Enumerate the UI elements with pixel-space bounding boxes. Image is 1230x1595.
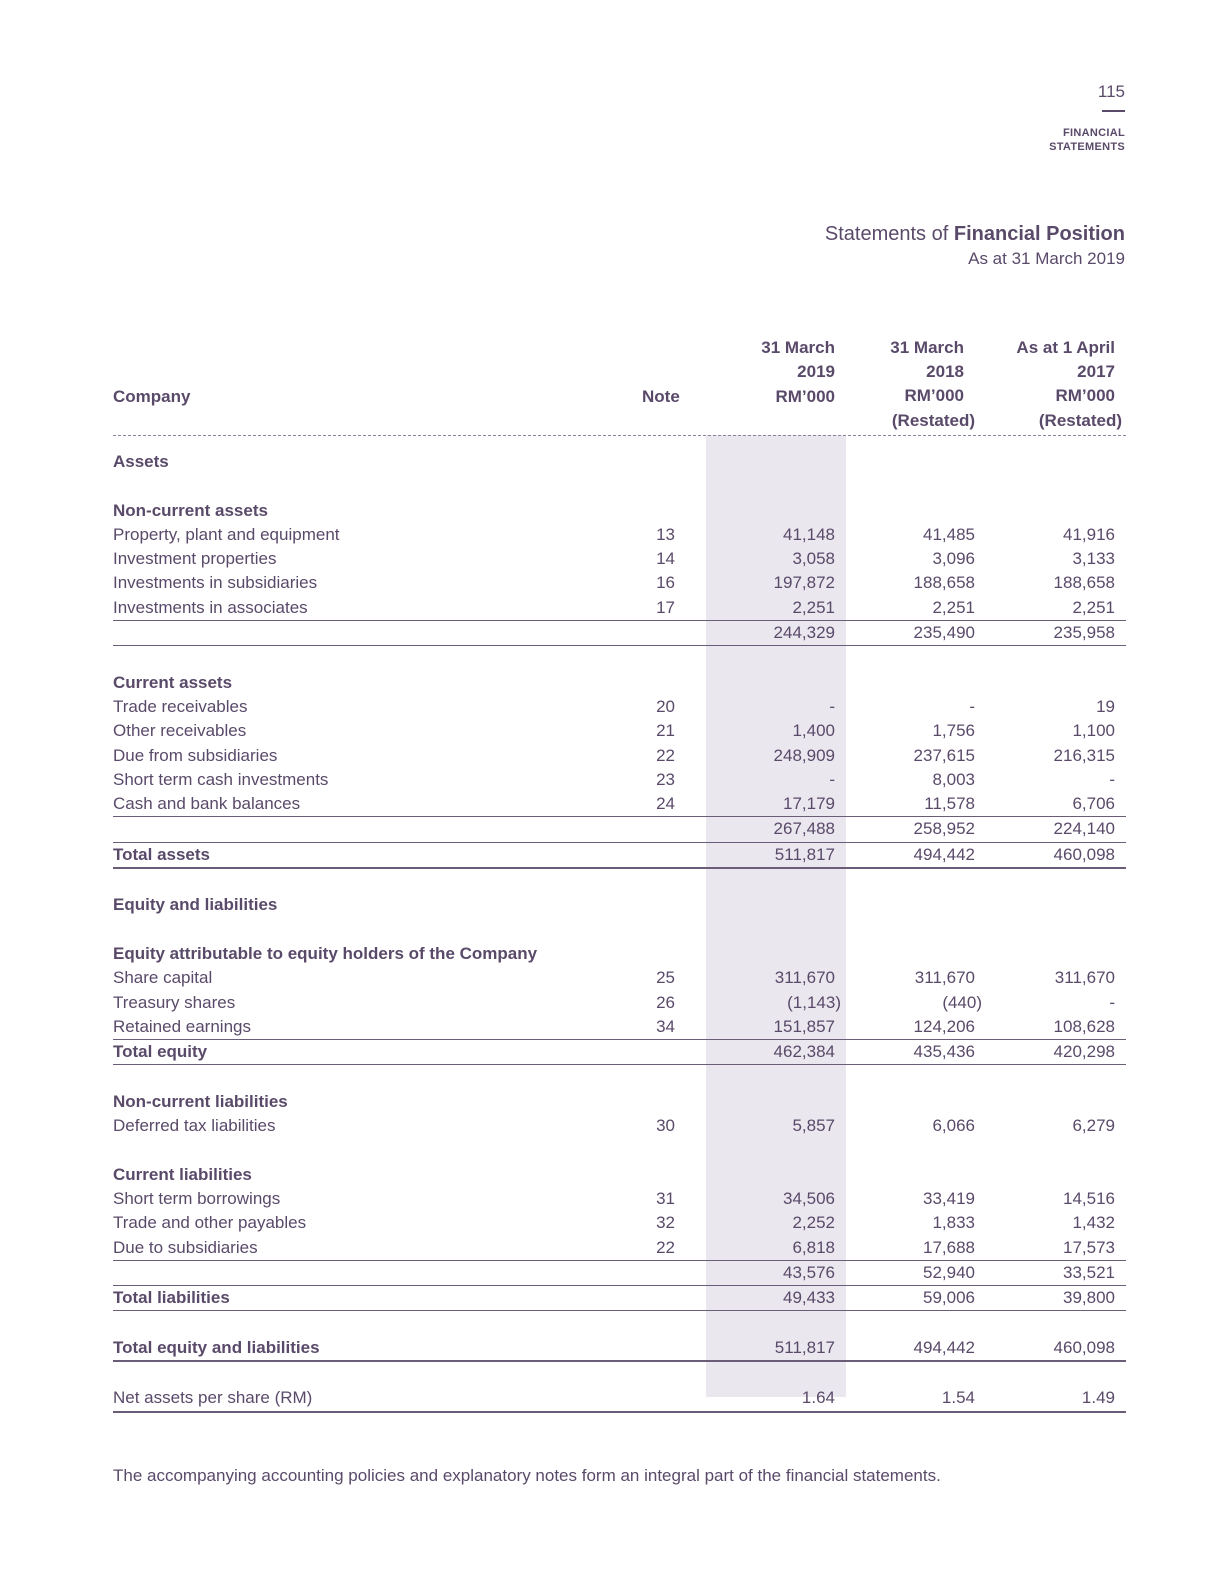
- header-col-2019: [761, 336, 835, 409]
- row-label: Investments in subsidiaries: [113, 573, 318, 593]
- row-value-2017: -: [1109, 769, 1115, 789]
- row-value-2018: 17,688: [923, 1237, 975, 1257]
- row-value-2017: 188,658: [1053, 573, 1115, 593]
- row-note: 26: [656, 992, 675, 1012]
- row-value-2018: 494,442: [913, 844, 975, 864]
- row-note: 25: [656, 968, 675, 988]
- row-value-2018: 2,251: [932, 597, 975, 617]
- header-col-2018-l1: 31 March: [890, 337, 964, 357]
- header-col-2017-l4: (Restated): [1038, 410, 1122, 430]
- row-value-2018: -: [969, 696, 975, 716]
- row-value-2017: 108,628: [1053, 1016, 1115, 1036]
- header-col-2017: [1016, 336, 1122, 433]
- row-note: 22: [656, 1237, 675, 1257]
- net-assets-per-share-row: [113, 1386, 1126, 1412]
- row-value-2017: 1,432: [1072, 1213, 1115, 1233]
- row-value-2017: 460,098: [1053, 1337, 1115, 1357]
- row-value-2018: 235,490: [913, 623, 975, 643]
- row-value-2019: 311,670: [774, 968, 835, 988]
- row-value-2019: -: [829, 696, 835, 716]
- table-row: [113, 523, 1126, 547]
- heading-label: Equity and liabilities: [113, 895, 278, 915]
- row-note: 16: [656, 573, 675, 593]
- table-row: [113, 792, 1126, 817]
- row-value-2018: 1,756: [932, 721, 975, 741]
- table-row: [113, 1187, 1126, 1211]
- row-note: 17: [656, 597, 675, 617]
- row-value-2018: 33,419: [923, 1188, 975, 1208]
- row-value-2017: 1,100: [1072, 721, 1115, 741]
- row-note: 34: [656, 1016, 675, 1036]
- row-label: Property, plant and equipment: [113, 524, 340, 544]
- row-value-2018: 311,670: [914, 968, 975, 988]
- row-value-2019: 6,818: [792, 1237, 835, 1257]
- table-row: [113, 695, 1126, 719]
- row-label: Net assets per share (RM): [113, 1388, 313, 1408]
- row-value-2018: (440): [942, 992, 982, 1012]
- row-note: 22: [656, 745, 675, 765]
- row-value-2017: 235,958: [1053, 623, 1115, 643]
- row-value-2017: 2,251: [1072, 597, 1115, 617]
- row-value-2018: 188,658: [913, 573, 975, 593]
- row-value-2019: (1,143): [787, 992, 841, 1012]
- row-value-2018: 494,442: [913, 1337, 975, 1357]
- row-value-2019: 1,400: [792, 721, 835, 741]
- page-title: [825, 221, 1125, 247]
- row-value-2017: 33,521: [1063, 1262, 1115, 1282]
- section-label: [1049, 126, 1125, 154]
- row-value-2018: 41,485: [923, 524, 975, 544]
- row-value-2018: 11,578: [924, 794, 975, 814]
- row-label: Investment properties: [113, 549, 277, 569]
- row-value-2019: 151,857: [773, 1016, 835, 1036]
- row-value-2019: 41,148: [783, 524, 835, 544]
- row-value-2019: 511,817: [774, 1337, 835, 1357]
- table-row: [113, 547, 1126, 571]
- heading-label: Non-current assets: [113, 500, 268, 520]
- header-note: Note: [642, 386, 680, 406]
- table-row: [113, 966, 1126, 990]
- row-value-2017: 6,279: [1072, 1116, 1115, 1136]
- row-value-2017: 17,573: [1063, 1237, 1115, 1257]
- total-liabilities-row: [113, 1286, 1126, 1311]
- row-label: Total assets: [113, 844, 211, 864]
- row-value-2018: 1.54: [941, 1388, 975, 1408]
- heading-label: Non-current liabilities: [113, 1091, 288, 1111]
- page-number-rule: [1102, 110, 1125, 112]
- row-value-2019: 267,488: [773, 819, 835, 839]
- row-label: Cash and bank balances: [113, 794, 301, 814]
- subtotal-row: [113, 621, 1126, 646]
- header-col-2019-l2: 2019: [797, 362, 835, 382]
- row-value-2018: 59,006: [923, 1288, 975, 1308]
- row-value-2019: 2,251: [792, 597, 835, 617]
- row-note: 23: [656, 769, 675, 789]
- row-label: Deferred tax liabilities: [113, 1116, 276, 1136]
- row-note: 20: [656, 696, 675, 716]
- row-value-2017: 311,670: [1054, 968, 1115, 988]
- row-value-2019: 1.64: [801, 1388, 835, 1408]
- title-block: [825, 221, 1125, 270]
- row-value-2017: 420,298: [1053, 1042, 1115, 1062]
- table-row: [113, 991, 1126, 1015]
- row-value-2018: 435,436: [913, 1042, 975, 1062]
- row-value-2019: 2,252: [792, 1213, 835, 1233]
- header-col-2017-l3: RM’000: [1055, 386, 1115, 406]
- row-value-2017: 19: [1096, 696, 1115, 716]
- row-value-2017: 460,098: [1053, 844, 1115, 864]
- heading-label: Assets: [113, 452, 169, 471]
- row-value-2019: -: [829, 769, 835, 789]
- row-value-2019: 197,872: [773, 573, 835, 593]
- row-value-2017: -: [1109, 992, 1115, 1012]
- row-note: 21: [656, 721, 675, 741]
- heading-non-current-assets: [113, 499, 1126, 523]
- heading-current-assets: [113, 671, 1126, 695]
- financial-position-table: [113, 337, 1126, 1413]
- heading-label: Current assets: [113, 672, 233, 692]
- heading-equity-attributable: [113, 942, 1126, 966]
- row-note: 14: [656, 549, 675, 569]
- row-label: Short term borrowings: [113, 1188, 281, 1208]
- row-value-2018: 3,096: [932, 549, 975, 569]
- table-row: [113, 596, 1126, 621]
- header-col-2018: [890, 336, 975, 433]
- row-value-2019: 43,576: [783, 1262, 835, 1282]
- header-col-2017-l2: 2017: [1077, 362, 1115, 382]
- row-label: Due to subsidiaries: [113, 1237, 258, 1257]
- table-row: [113, 744, 1126, 768]
- row-label: Due from subsidiaries: [113, 745, 278, 765]
- row-label: Trade receivables: [113, 696, 248, 716]
- page-number: 115: [1097, 82, 1125, 101]
- section-label-line1: FINANCIAL: [1063, 127, 1125, 139]
- row-value-2018: 237,615: [913, 745, 975, 765]
- heading-current-liabilities: [113, 1163, 1126, 1187]
- page-subtitle: As at 31 March 2019: [968, 249, 1125, 268]
- header-company: Company: [113, 386, 191, 406]
- row-value-2018: 1,833: [932, 1213, 975, 1233]
- row-note: 32: [656, 1213, 675, 1233]
- row-value-2019: 34,506: [783, 1188, 835, 1208]
- heading-label: Equity attributable to equity holders of the Company: [113, 943, 538, 963]
- total-equity-row: [113, 1040, 1126, 1065]
- row-value-2018: 8,003: [932, 769, 975, 789]
- row-label: Investments in associates: [113, 597, 308, 617]
- row-value-2017: 216,315: [1053, 745, 1115, 765]
- row-value-2018: 52,940: [923, 1262, 975, 1282]
- row-note: 31: [656, 1188, 675, 1208]
- row-note: 13: [656, 524, 675, 544]
- row-label: Total equity and liabilities: [113, 1337, 320, 1357]
- row-value-2019: 5,857: [792, 1116, 835, 1136]
- row-value-2017: 1.49: [1081, 1388, 1115, 1408]
- row-value-2019: 511,817: [774, 844, 835, 864]
- row-value-2018: 258,952: [913, 819, 975, 839]
- row-label: Treasury shares: [113, 992, 236, 1012]
- header-col-2019-l1: 31 March: [761, 338, 835, 358]
- row-value-2017: 224,140: [1053, 819, 1115, 839]
- row-label: Total equity: [113, 1042, 208, 1062]
- row-note: 30: [656, 1116, 675, 1136]
- table-header: [113, 337, 1126, 436]
- row-note: 24: [656, 794, 675, 814]
- total-assets-row: [113, 843, 1126, 869]
- row-value-2019: 3,058: [792, 549, 835, 569]
- heading-equity-and-liabilities: [113, 893, 1126, 917]
- subtotal-row: [113, 817, 1126, 842]
- footnote: The accompanying accounting policies and explanatory notes form an integral part of the financial statements.: [113, 1466, 941, 1485]
- table-row: [113, 768, 1126, 792]
- row-label: Total liabilities: [113, 1288, 230, 1308]
- row-value-2019: 244,329: [773, 623, 835, 643]
- table-row: [113, 719, 1126, 743]
- row-value-2017: 3,133: [1072, 549, 1115, 569]
- row-value-2018: 124,206: [913, 1016, 975, 1036]
- row-value-2017: 39,800: [1063, 1288, 1115, 1308]
- row-label: Trade and other payables: [113, 1213, 307, 1233]
- subtotal-row: [113, 1261, 1126, 1286]
- row-label: Retained earnings: [113, 1016, 251, 1036]
- header-col-2018-l2: 2018: [926, 362, 964, 382]
- table-row: [113, 571, 1126, 595]
- row-value-2019: 248,909: [773, 745, 835, 765]
- page-title-light: Statements of: [824, 223, 949, 245]
- heading-non-current-liabilities: [113, 1090, 1126, 1114]
- heading-label: Current liabilities: [113, 1164, 252, 1184]
- heading-assets: [113, 450, 1126, 474]
- row-value-2018: 6,066: [932, 1116, 975, 1136]
- section-label-line2: STATEMENTS: [1049, 141, 1125, 153]
- row-value-2019: 49,433: [783, 1288, 835, 1308]
- row-value-2019: 17,179: [783, 794, 835, 814]
- header-col-2018-l4: (Restated): [891, 410, 975, 430]
- header-col-2017-l1: As at 1 April: [1016, 337, 1115, 357]
- row-value-2017: 14,516: [1063, 1188, 1115, 1208]
- table-row: [113, 1114, 1126, 1138]
- row-value-2017: 41,916: [1063, 524, 1115, 544]
- header-col-2019-l3: RM’000: [775, 386, 835, 406]
- page-title-bold: Financial Position: [953, 223, 1125, 245]
- row-label: Short term cash investments: [113, 769, 329, 789]
- total-equity-and-liabilities-row: [113, 1336, 1126, 1362]
- row-value-2019: 462,384: [773, 1042, 835, 1062]
- row-label: Other receivables: [113, 721, 247, 741]
- table-row: [113, 1015, 1126, 1040]
- table-row: [113, 1211, 1126, 1235]
- table-row: [113, 1236, 1126, 1261]
- header-col-2018-l3: RM’000: [904, 386, 964, 406]
- row-value-2017: 6,706: [1072, 794, 1115, 814]
- row-label: Share capital: [113, 968, 213, 988]
